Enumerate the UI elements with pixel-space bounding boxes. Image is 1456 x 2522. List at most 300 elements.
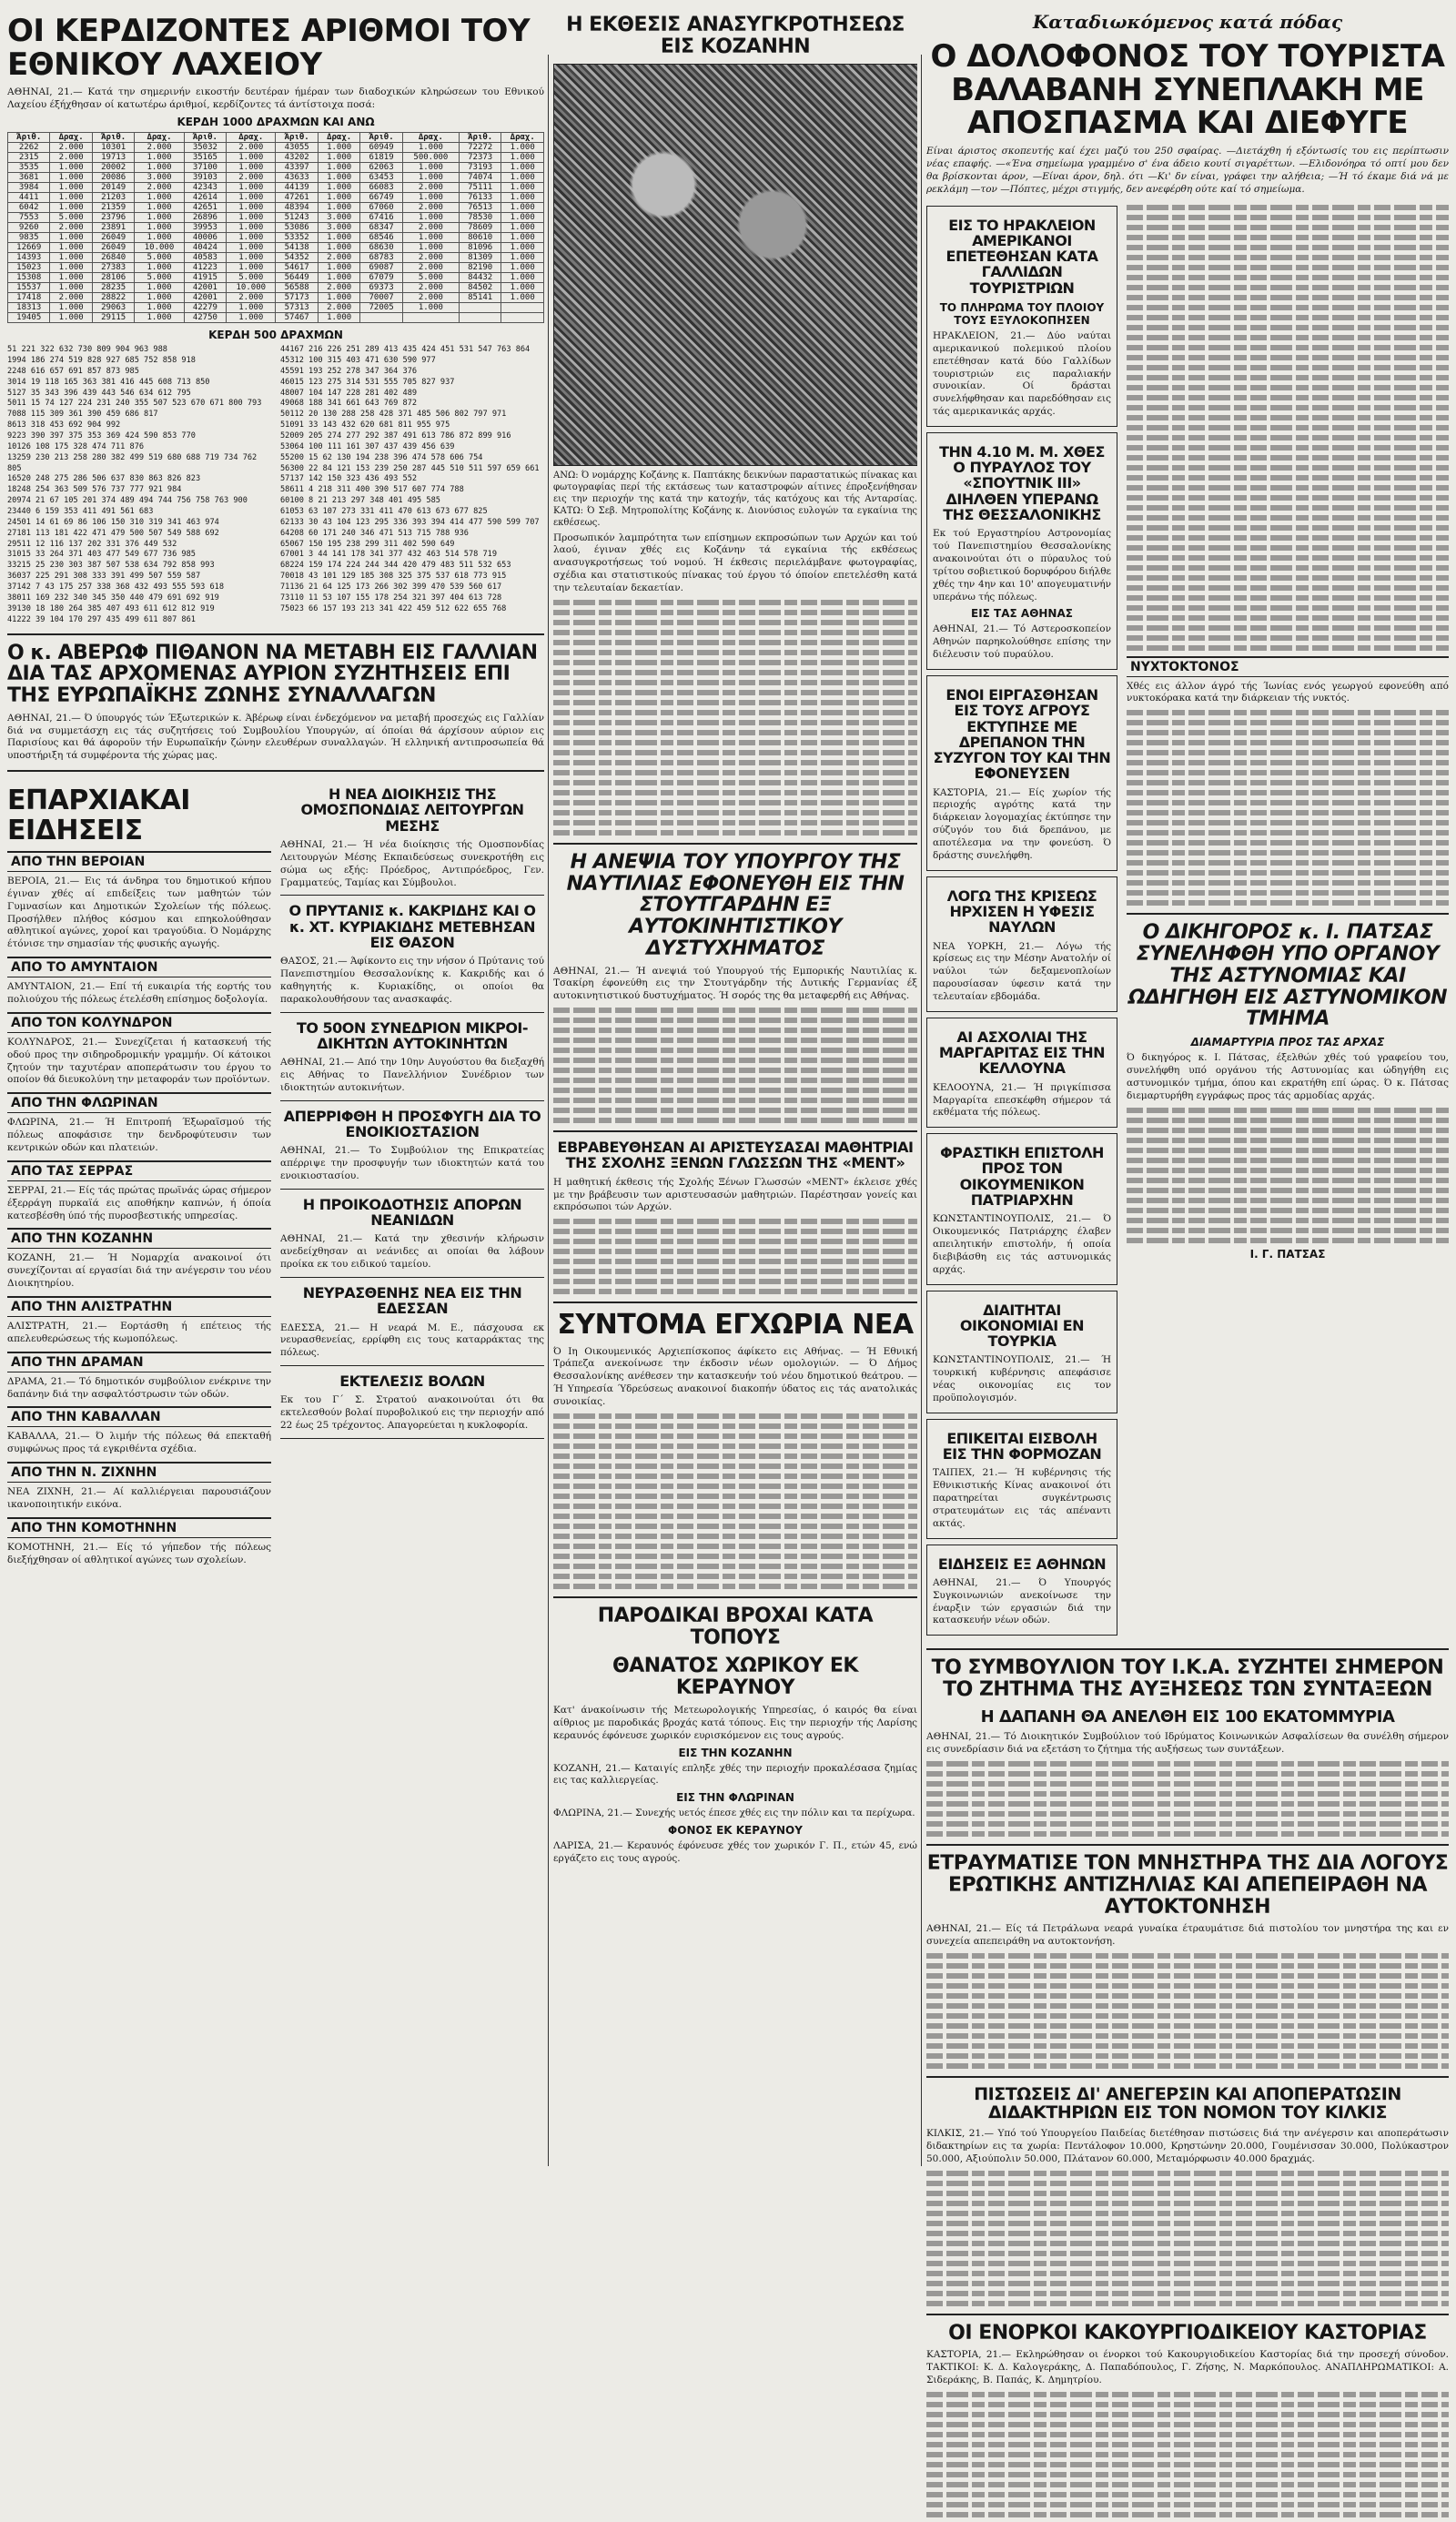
lottery-table-cell: 1.000 (318, 183, 359, 193)
lottery-table-cell: 2315 (8, 153, 50, 163)
lottery-table-cell: 1.000 (501, 273, 544, 283)
lottery-table-cell: 1.000 (402, 303, 459, 313)
patriarch-body: ΚΩΝΣΤΑΝΤΙΝΟΥΠΟΛΙΣ, 21.— Ό Οικουμενικός Πατριάρχης έλαβεν απειλητικήν επιστολήν, ή οποία διεβιβάσθη εις τάς αστυνομικάς αρχάς. (933, 1213, 1111, 1275)
lottery-table-cell: 1.000 (227, 203, 276, 213)
lottery-table-cell: 2.000 (50, 143, 92, 153)
lottery-table-row (8, 293, 544, 303)
lottery-table-cell: 1.000 (135, 163, 184, 173)
lottery-table-cell: 1.000 (50, 313, 92, 323)
lottery-table-cell: 1.000 (318, 173, 359, 183)
lottery-table-row (8, 223, 544, 233)
mid-story-headline: ΝΕΥΡΑΣΘΕΝΗΣ ΝΕΑ ΕΙΣ ΤΗΝ ΕΔΕΣΣΑΝ (302, 1283, 522, 1318)
lottery-table-cell: 5.000 (135, 273, 184, 283)
lottery-subhead-500: ΚΕΡΔΗ 500 ΔΡΑΧΜΩΝ (208, 329, 343, 342)
lottery-table-cell: 1.000 (501, 203, 544, 213)
lottery-table-cell: 5.000 (402, 273, 459, 283)
lottery-table-cell: 1.000 (318, 273, 359, 283)
farmer-body: ΚΑΣΤΟΡΙΑ, 21.— Είς χωρίον τής περιοχής αγρότης κατά την διάρκειαν λογομαχίας έκτύπησε την σύζυγόν του διά δρεπάνου, με αποτέλεσμα να την φονεύση. Ό δράστης συνελήφθη. (933, 786, 1111, 861)
provincial-section-body: ΚΟΛΥΝΔΡΟΣ, 21.— Συνεχίζεται ή κατασκευή τής οδού προς την σιδηροδρομικήν γραμμήν. Οί κάτοικοι ζητούν την ταχυτέραν αποπεράτωσιν του έργου το οποίον θά διευκολύνη την μεταφοράν των προϊόντων. (7, 1036, 271, 1086)
ika-subhead: Η ΔΑΠΑΝΗ ΘΑ ΑΝΕΛΘΗ ΕΙΣ 100 ΕΚΑΤΟΜΜΥΡΙΑ (980, 1707, 1395, 1727)
lottery-table-cell: 4411 (8, 193, 50, 203)
lottery-table-cell: 1.000 (135, 223, 184, 233)
lottery-table-cell: 2.000 (402, 203, 459, 213)
lottery-table-cell: 2.000 (402, 253, 459, 263)
lottery-table-cell: 1.000 (135, 263, 184, 273)
athens-box-title: ΕΙΣ ΤΑΣ ΑΘΗΝΑΣ (971, 607, 1073, 621)
wounded-headline: ΕΤΡΑΥΜΑΤΙΣΕ ΤΟΝ ΜΝΗΣΤΗΡΑ ΤΗΣ ΔΙΑ ΛΟΓΟΥΣ ΕΡΩΤΙΚΗΣ ΑΝΤΙΖΗΛΙΑΣ ΚΑΙ ΑΠΕΠΕΙΡΑΘΗ ΝΑ ΑΥΤΟΚΤΟΝΗΣΗ (926, 1852, 1449, 1919)
athens-news-box (926, 1545, 1117, 1636)
lottery-table-cell: 1.000 (50, 253, 92, 263)
lottery-table-cell: 1.000 (50, 303, 92, 313)
lottery-table-cell: 42001 (184, 283, 226, 293)
lottery-table-cell: 7553 (8, 213, 50, 223)
lottery-table-cell: 1.000 (501, 283, 544, 293)
lottery-table-cell: 28822 (92, 293, 134, 303)
lottery-table-cell: 28235 (92, 283, 134, 293)
lottery-table-cell: 37100 (184, 163, 226, 173)
provincial-section-title: ΑΠΟ ΤΑΣ ΣΕΡΡΑΣ (7, 1160, 271, 1181)
exhibition-caption: ΑΝΩ: Ό νομάρχης Κοζάνης κ. Παπτάκης δεικνύων παραστατικώς πίνακας και φωτογραφίας περί τής εκτάσεως των καταστροφών αίτινες έπροξενήθησαν εις την περιοχήν της κατά την κατοχήν, τάς κατόχους και τής Ανταρσίας. ΚΑΤΩ: Ό Σεβ. Μητροπολίτης Κοζάνης κ. Διονύσιος ευλογών τα εγκαίνια της εκθέσεως. (553, 470, 917, 528)
lottery-table-cell: 76133 (459, 193, 500, 203)
column-rule (921, 55, 922, 2166)
lottery-500-line: 67001 3 44 141 178 341 377 432 463 514 578 719 (280, 550, 497, 560)
lottery-table-cell (459, 313, 500, 323)
lottery-table-cell: 2.000 (402, 183, 459, 193)
lottery-500-line: 9223 390 397 375 353 369 424 590 853 770 (7, 431, 196, 441)
turkey-box (926, 1291, 1117, 1413)
lottery-500-line: 61053 63 107 273 331 411 470 613 673 677 825 (280, 507, 488, 517)
rain-sub-title: ΦΟΝΟΣ ΕΚ ΚΕΡΑΥΝΟΥ (668, 1824, 803, 1838)
rain-sub-sections (553, 1747, 917, 1866)
lottery-table-cell: 1.000 (50, 163, 92, 173)
averoff-headline: Ο κ. ΑΒΕΡΩΦ ΠΙΘΑΝΟΝ ΝΑ ΜΕΤΑΒΗ ΕΙΣ ΓΑΛΛΙΑΝ ΔΙΑ ΤΑΣ ΑΡΧΟΜΕΝΑΣ ΑΥΡΙΟΝ ΣΥΖΗΤΗΣΕΙΣ ΕΠΙ ΤΗΣ ΕΥΡΩΠΑΪΚΗΣ ΖΩΝΗΣ ΣΥΝΑΛΛΑΓΩΝ (7, 641, 538, 707)
lottery-table-cell: 1.000 (501, 143, 544, 153)
lottery-table-cell: 1.000 (227, 183, 276, 193)
lottery-table-header: Δραχ. (501, 133, 544, 143)
wounded-continued (926, 1953, 1449, 2069)
lottery-500-line: 23440 6 159 353 411 491 561 683 (7, 507, 154, 517)
lottery-500-line: 58611 4 218 311 400 390 517 607 774 788 (280, 485, 464, 495)
heraklion-subhead: ΤΟ ΠΛΗΡΩΜΑ ΤΟΥ ΠΛΟΙΟΥ ΤΟΥΣ ΕΞΥΛΟΚΟΠΗΣΕΝ (939, 300, 1105, 327)
margarita-headline: ΑΙ ΑΣΧΟΛΙΑΙ ΤΗΣ ΜΑΡΓΑΡΙΤΑΣ ΕΙΣ ΤΗΝ ΚΕΛΛΟΥΝΑ (938, 1028, 1106, 1078)
lottery-500-line: 65067 150 195 238 299 311 402 590 649 (280, 539, 455, 549)
lottery-table-cell (360, 313, 402, 323)
provincial-section-title: ΑΠΟ ΤΗΝ ΔΡΑΜΑΝ (7, 1352, 271, 1372)
ika-continued (926, 1761, 1449, 1837)
provincial-section-body: ΚΟΜΟΤΗΝΗ, 21.— Είς τό γήπεδον τής πόλεως διεξήχθησαν οί αθλητικοί αγώνες των σχολείων. (7, 1541, 271, 1565)
lottery-table-cell: 1.000 (227, 243, 276, 253)
lottery-table-cell: 63453 (360, 173, 402, 183)
lottery-table-cell (501, 303, 544, 313)
provincial-section-title: ΑΠΟ ΤΗΝ ΚΟΜΟΤΗΝΗΝ (7, 1517, 271, 1538)
lottery-table-cell: 1.000 (135, 313, 184, 323)
lottery-table-cell: 1.000 (318, 193, 359, 203)
lottery-table-cell: 12669 (8, 243, 50, 253)
lottery-table-cell: 3.000 (318, 223, 359, 233)
lottery-table-cell: 68630 (360, 243, 402, 253)
short-news-continued (553, 1413, 917, 1589)
lottery-table-cell: 1.000 (318, 143, 359, 153)
lottery-table-row (8, 233, 544, 243)
ntk-body: Χθές εις άλλον άγρό τής Ίωνίας ενός γεωργού εφονεύθη από νυκτοκόρακα κατά την διάρκειαν τής νυκτός. (1127, 680, 1449, 704)
lottery-500-line: 48007 104 147 228 281 402 489 (280, 388, 418, 398)
lottery-500-line: 55200 15 62 130 194 238 396 474 578 606 754 (280, 452, 483, 462)
kastoria-headline: ΟΙ ΕΝΟΡΚΟΙ ΚΑΚΟΥΡΓΙΟΔΙΚΕΙΟΥ ΚΑΣΤΟΡΙΑΣ (948, 2321, 1427, 2345)
lottery-table-cell: 1.000 (227, 263, 276, 273)
provincial-sections (7, 851, 271, 1567)
lottery-500-line: 8613 318 453 692 904 992 (7, 420, 121, 430)
rain-body: Κατ' άνακοίνωσιν τής Μετεωρολογικής Υπηρεσίας, ό καιρός θα είναι αίθριος με παροδικάς βροχάς κατά τόπους. Εις την περιοχήν τής Λαρίσης κεραυνός έφόνευσε χωρικόν ευρισκόμενον εις τους αγρούς. (553, 1704, 917, 1741)
patsas-subhead: ΔΙΑΜΑΡΤΥΡΙΑ ΠΡΟΣ ΤΑΣ ΑΡΧΑΣ (1190, 1036, 1385, 1049)
sputnik-headline: ΤΗΝ 4.10 Μ. Μ. ΧΘΕΣ Ο ΠΥΡΑΥΛΟΣ ΤΟΥ «ΣΠΟΥΤΝΙΚ ΙΙΙ» ΔΙΗΛΘΕΝ ΥΠΕΡΑΝΩ ΤΗΣ ΘΕΣΣΑΛΟΝΙΚΗΣ (939, 442, 1105, 523)
lottery-table-cell: 78609 (459, 223, 500, 233)
lottery-500-line: 29511 12 116 137 202 331 376 449 532 (7, 539, 177, 549)
lottery-table-cell: 40006 (184, 233, 226, 243)
lottery-table-cell (459, 303, 500, 313)
ntk-title: ΝΥΧΤΟΚΤΟΝΟΣ (1127, 656, 1449, 677)
lottery-table-cell: 42614 (184, 193, 226, 203)
lottery-500-line: 45312 100 315 403 471 630 590 977 (280, 356, 436, 366)
lottery-table-cell: 1.000 (227, 163, 276, 173)
lottery-table-cell: 29063 (92, 303, 134, 313)
provincial-section-body: ΚΟΖΑΝΗ, 21.— Ή Νομαρχία ανακοινοί ότι συνεχίζονται αί εργασίαι διά την ανέγερσιν του νέου Διοικητηρίου. (7, 1252, 271, 1290)
nephew-body: ΑΘΗΝΑΙ, 21.— Ή ανεψιά τού Υπουργού τής Εμπορικής Ναυτιλίας κ. Τσακίρη έφονεύθη εις την Στουτγάρδην τής Δυτικής Γερμανίας έξ αυτοκινητιστικού δυστυχήματος. Ή σορός της θα μεταφερθή εις Αθήνας. (553, 965, 917, 1002)
athens-box-body: ΑΘΗΝΑΙ, 21.— Τό Αστεροσκοπείον Αθηνών παρηκολούθησε επίσης την διέλευσιν τού πυραύλου. (933, 623, 1111, 661)
lottery-table-cell: 68783 (360, 253, 402, 263)
lottery-table-cell: 69087 (360, 263, 402, 273)
ika-body: ΑΘΗΝΑΙ, 21.— Τό Διοικητικόν Συμβούλιον τού Ιδρύματος Κοινωνικών Ασφαλίσεων θα συνέλθη σήμερον εις συνεδρίασιν διά να εξετάση το ζήτημα τής αυξήσεως των συντάξεων. (926, 1731, 1449, 1756)
lottery-table-cell: 67079 (360, 273, 402, 283)
lottery-table-cell: 3984 (8, 183, 50, 193)
lottery-500-line: 24501 14 61 69 86 106 150 310 319 341 463 974 (7, 517, 219, 527)
lottery-table-cell: 15308 (8, 273, 50, 283)
lottery-table-cell: 19713 (92, 153, 134, 163)
lottery-table-cell: 48394 (276, 203, 318, 213)
mid-story-headline: Η ΝΕΑ ΔΙΟΙΚΗΣΙΣ ΤΗΣ ΟΜΟΣΠΟΝΔΙΑΣ ΛΕΙΤΟΥΡΓΩΝ ΜΕΣΗΣ (300, 785, 524, 835)
lottery-table-cell: 72005 (360, 303, 402, 313)
lottery-table-cell: 1.000 (227, 223, 276, 233)
lottery-table-cell: 57313 (276, 303, 318, 313)
lottery-table-cell: 1.000 (501, 163, 544, 173)
lottery-500-line: 18248 254 363 509 576 737 777 921 984 (7, 485, 182, 495)
lottery-table-cell: 14393 (8, 253, 50, 263)
provincial-section-body: ΝΕΑ ΖΙΧΝΗ, 21.— Αί καλλιέργειαι παρουσιάζουν ικανοποιητικήν εικόνα. (7, 1486, 271, 1511)
lottery-table-cell: 54617 (276, 263, 318, 273)
lottery-500-line: 10126 108 175 328 474 711 876 (7, 441, 145, 451)
lottery-table-cell: 85141 (459, 293, 500, 303)
provincial-section-title: ΑΠΟ ΤΗΝ Ν. ΖΙΧΝΗΝ (7, 1462, 271, 1483)
lottery-table-cell: 1.000 (135, 203, 184, 213)
rain-headline: ΠΑΡΟΔΙΚΑΙ ΒΡΟΧΑΙ ΚΑΤΑ ΤΟΠΟΥΣ (597, 1604, 874, 1649)
hunted-headline: Ο ΔΟΛΟΦΟΝΟΣ ΤΟΥ ΤΟΥΡΙΣΤΑ ΒΑΛΑΒΑΝΗ ΣΥΝΕΠΛΑΚΗ ΜΕ ΑΠΟΣΠΑΣΜΑ ΚΑΙ ΔΙΕΦΥΓΕ (930, 38, 1445, 142)
lottery-table-cell: 1.000 (318, 233, 359, 243)
provincial-section-body: ΣΕΡΡΑΙ, 21.— Είς τάς πρώτας πρωϊνάς ώρας σήμερον έξερράγη πυρκαϊά εις αποθήκην καπνών, ή όποία κατεσβέσθη ύπό τής πυροσβεστικής υπηρεσίας. (7, 1184, 271, 1221)
lottery-table-cell: 56449 (276, 273, 318, 283)
provincial-section-body: ΒΕΡΟΙΑ, 21.— Εις τά άνδηρα του δημοτικού κήπου έγιναν χθές αί επιδείξεις των μαθητών τών Γυμνασίων και Δημοτικών Σχολείων τής πόλεως. Προσήλθεν πλήθος κόσμου και επηκολούθησαν αθλητικοί αγώνες, χοροί και τραγούδια. Ό Νομάρχης έτόνισε την σημασίαν τής φυσικής αγωγής. (7, 875, 271, 950)
lottery-table-cell: 42279 (184, 303, 226, 313)
lottery-table-cell: 43055 (276, 143, 318, 153)
lottery-table-cell: 15537 (8, 283, 50, 293)
athens-news-body: ΑΘΗΝΑΙ, 21.— Ό Υπουργός Συγκοινωνιών ανεκοίνωσε την έναρξιν τών εργασιών διά την κατασκευήν νέων οδών. (933, 1576, 1111, 1626)
lottery-table-cell: 1.000 (402, 173, 459, 183)
lottery-table-cell: 10.000 (135, 243, 184, 253)
lottery-table-cell: 54352 (276, 253, 318, 263)
lottery-500-line: 37142 7 43 175 257 338 368 432 493 555 593 618 (7, 582, 224, 593)
kastoria-continued (926, 2392, 1449, 2517)
lottery-table-cell: 82190 (459, 263, 500, 273)
lottery-table-cell: 1.000 (501, 213, 544, 223)
lottery-table-row (8, 253, 544, 263)
lottery-table-cell: 1.000 (227, 313, 276, 323)
lottery-table-cell: 5.000 (50, 213, 92, 223)
lottery-500-line: 39130 18 180 264 385 407 493 611 612 812 919 (7, 603, 215, 613)
lottery-table-cell: 75111 (459, 183, 500, 193)
lottery-table-cell: 1.000 (402, 233, 459, 243)
lottery-table-cell: 26049 (92, 233, 134, 243)
lottery-table-cell: 1.000 (227, 213, 276, 223)
rain-sub-title: ΕΙΣ ΤΗΝ ΚΟΖΑΝΗΝ (678, 1746, 793, 1759)
lottery-table-cell: 1.000 (50, 283, 92, 293)
lottery-table-cell: 1.000 (135, 233, 184, 243)
lottery-500-line: 46015 123 275 314 531 555 705 827 937 (280, 377, 455, 387)
lottery-table-row (8, 173, 544, 183)
lottery-table-header: Άριθ. (276, 133, 318, 143)
lottery-table-cell: 62063 (360, 163, 402, 173)
lottery-500-line: 33215 25 230 303 387 507 538 634 792 858 993 (7, 561, 215, 571)
lottery-table-cell: 1.000 (318, 263, 359, 273)
lottery-table-cell: 1.000 (402, 163, 459, 173)
mid-story-headline: ΑΠΕΡΡΙΦΘΗ Η ΠΡΟΣΦΥΓΗ ΔΙΑ ΤΟ ΕΝΟΙΚΙΟΣΤΑΣΙΟΝ (283, 1107, 541, 1141)
lottery-table-cell: 1.000 (135, 153, 184, 163)
provincial-section-body: ΑΛΙΣΤΡΑΤΗ, 21.— Εορτάσθη ή επέτειος τής απελευθερώσεως τής κωμοπόλεως. (7, 1321, 271, 1344)
lottery-table-row (8, 313, 544, 323)
lottery-table-header: Δραχ. (318, 133, 359, 143)
lottery-500-line: 70018 43 101 129 185 308 325 375 537 618 773 915 (280, 572, 507, 582)
lottery-table-cell: 68546 (360, 233, 402, 243)
lottery-table-cell: 81096 (459, 243, 500, 253)
athens-news-headline: ΕΙΔΗΣΕΙΣ ΕΞ ΑΘΗΝΩΝ (937, 1555, 1107, 1573)
lottery-table-cell: 42651 (184, 203, 226, 213)
lottery-table-row (8, 153, 544, 163)
lottery-table-cell: 1.000 (227, 253, 276, 263)
lottery-lead: ΑΘΗΝΑΙ, 21.— Κατά την σημερινήν εικοστήν δευτέραν ήμέραν των διαδοχικών κληρώσεων του Εθνικού Λαχείου έξήχθησαν οί κατωτέρω άριθμοί, κερδίζοντες τά άντίστοιχα ποσά: (7, 86, 544, 111)
lottery-table-cell: 1.000 (227, 193, 276, 203)
mid-story-body: ΑΘΗΝΑΙ, 21.— Κατά την χθεσινήν κλήρωσιν ανεδείχθησαν αι νεάνιδες αι οποίαι θα λάβουν προίκα εκ του ειδικού ταμείου. (280, 1233, 544, 1271)
lottery-500-line: 45591 193 252 278 347 364 376 (280, 366, 418, 376)
lottery-table-cell: 69373 (360, 283, 402, 293)
lottery-table-header: Άριθ. (360, 133, 402, 143)
lottery-table-cell: 1.000 (50, 273, 92, 283)
lottery-table-cell: 57467 (276, 313, 318, 323)
mid-left-stories (280, 779, 544, 1570)
lottery-table-cell: 2.000 (50, 293, 92, 303)
kilkis-body: ΚΙΛΚΙΣ, 21.— Υπό τού Υπουργείου Παιδείας διετέθησαν πιστώσεις διά την ανέγερσιν και αποπεράτωσιν διδακτηρίων εις τα χωρία: Πεντάλοφον 10.000, Κρηστώνην 20.000, Γουμένισσαν 30.000, Πολύκαστρον 50.000, Αξιούπολιν 50.000, Πλάτανον 60.000, Μεταμόρφωσιν 40.000 δραχμάς. (926, 2128, 1449, 2164)
lottery-table-cell: 40583 (184, 253, 226, 263)
ship-crisis-headline: ΛΟΓΩ ΤΗΣ ΚΡΙΣΕΩΣ ΗΡΧΙΣΕΝ Η ΥΦΕΣΙΣ ΝΑΥΛΩΝ (946, 886, 1097, 937)
mid-story-headline: ΤΟ 50ΟΝ ΣΥΝΕΔΡΙΟΝ ΜΙΚΡΟΙ-ΔΙΚΗΤΩΝ ΑΥΤΟΚΙΝΗΤΩΝ (296, 1018, 529, 1052)
lottery-table-cell: 73193 (459, 163, 500, 173)
lottery-table-cell: 1.000 (501, 153, 544, 163)
lottery-table-cell: 1.000 (50, 233, 92, 243)
lottery-table-row (8, 273, 544, 283)
lottery-500-line: 53064 100 111 161 307 437 439 456 639 (280, 441, 455, 451)
mid-story-headline: Ο ΠΡΥΤΑΝΙΣ κ. ΚΑΚΡΙΔΗΣ ΚΑΙ Ο κ. ΧΤ. ΚΥΡΙΑΚΙΔΗΣ ΜΕΤΕΒΗΣΑΝ ΕΙΣ ΘΑΣΟΝ (288, 902, 536, 951)
lottery-table-cell: 1.000 (501, 223, 544, 233)
lottery-table-cell: 1.000 (50, 183, 92, 193)
lottery-500-line: 73110 11 53 107 155 178 254 321 397 404 613 728 (280, 593, 502, 603)
lottery-table-cell: 2.000 (135, 183, 184, 193)
mid-story-headline: ΕΚΤΕΛΕΣΙΣ ΒΟΛΩΝ (339, 1372, 485, 1391)
lottery-table-cell: 1.000 (318, 163, 359, 173)
lottery-table-cell: 500.000 (402, 153, 459, 163)
turkey-body: ΚΩΝΣΤΑΝΤΙΝΟΥΠΟΛΙΣ, 21.— Ή τουρκική κυβέρνησις απεφάσισε νέας οικονομίας εις τον προϋπολογισμόν. (933, 1354, 1111, 1403)
lottery-table-cell: 20086 (92, 173, 134, 183)
lottery-table-cell: 2.000 (402, 293, 459, 303)
lottery-table-cell: 47261 (276, 193, 318, 203)
farmer-box (926, 675, 1117, 871)
mid-story-body: ΑΘΗΝΑΙ, 21.— Από την 10ην Αυγούστου θα διεξαχθή εις Αθήνας το Πανελλήνιον Συνέδριον των ιδιοκτητών αυτοκινήτων. (280, 1057, 544, 1093)
mid-story-body: Εκ του Γ΄ Σ. Στρατού ανακοινούται ότι θα εκτελεσθούν βολαί πυροβολικού εις την περιοχήν από 22 έως 25 τρέχοντος. Απαγορεύεται η κυκλοφορία. (280, 1394, 544, 1432)
lottery-table-cell: 54138 (276, 243, 318, 253)
right-upper (926, 200, 1449, 1642)
lottery-500-lists (7, 345, 544, 625)
lottery-table-cell: 23891 (92, 223, 134, 233)
lottery-table-cell: 3.000 (135, 173, 184, 183)
lottery-table-cell: 80610 (459, 233, 500, 243)
heraklion-body: ΗΡΑΚΛΕΙΟΝ, 21.— Δύο ναύται αμερικανικού πολεμικού πλοίου επετέθησαν κατά δύο Γαλλίδων τουριστριών εις παραλιακήν συνοικίαν. Οί δράσται συνελήφθησαν και παρεδόθησαν εις τάς αμερικανικάς αρχάς. (933, 329, 1111, 418)
lottery-table-cell: 53086 (276, 223, 318, 233)
lottery-table-cell: 1.000 (50, 263, 92, 273)
provincial-section-body: ΑΜΥΝΤΑΙΟΝ, 21.— Επί τή ευκαιρία τής εορτής του πολιούχου τής πόλεως έτελέσθη επίσημος δοξολογία. (7, 981, 271, 1005)
lottery-table-cell: 35032 (184, 143, 226, 153)
ment-continued (553, 1219, 917, 1294)
lottery-table-cell: 42343 (184, 183, 226, 193)
lottery-500-line: 71136 21 64 125 173 266 302 399 470 539 560 617 (280, 582, 502, 593)
provincial-section-body: ΚΑΒΑΛΛΑ, 21.— Ό λιμήν τής πόλεως θά επεκταθή συμφώνως προς τά εγκριθέντα σχέδια. (7, 1431, 271, 1455)
lottery-table-row (8, 143, 544, 153)
lottery-table-cell: 2.000 (402, 283, 459, 293)
nephew-continued (553, 1008, 917, 1123)
lottery-table-cell: 40424 (184, 243, 226, 253)
lottery-500-line: 50112 20 130 288 258 428 371 485 506 802 797 971 (280, 410, 507, 420)
lottery-table-cell: 1.000 (501, 263, 544, 273)
formosa-box (926, 1419, 1117, 1539)
lottery-table-cell: 72373 (459, 153, 500, 163)
lottery-table-cell: 1.000 (318, 203, 359, 213)
lottery-table-cell: 2.000 (227, 143, 276, 153)
lottery-table-cell: 3535 (8, 163, 50, 173)
lottery-table-cell (501, 313, 544, 323)
lottery-table-cell: 53352 (276, 233, 318, 243)
farmer-headline: ΕΝΟΙ ΕΙΡΓΑΣΘΗΣΑΝ ΕΙΣ ΤΟΥΣ ΑΓΡΟΥΣ ΕΚΤΥΠΗΣΕ ΜΕ ΔΡΕΠΑΝΟΝ ΤΗΝ ΣΥΖΥΓΟΝ ΤΟΥ ΚΑΙ ΤΗΝ ΕΦΟΝΕΥΣΕΝ (933, 686, 1111, 783)
short-news-headline: ΣΥΝΤΟΜΑ ΕΓΧΩΡΙΑ ΝΕΑ (557, 1309, 914, 1342)
ship-crisis-body: ΝΕΑ ΥΟΡΚΗ, 21.— Λόγω τής κρίσεως εις την Μέσην Ανατολήν οί ναύλοι τών δεξαμενοπλοίων παρουσίασαν ύφεσιν κατά την τελευταίαν εβδομάδα. (933, 940, 1111, 1002)
lottery-500-line: 56300 22 84 121 153 239 250 287 445 510 511 597 659 661 (280, 463, 540, 473)
provincial-section-title: ΑΠΟ ΤΗΝ ΒΕΡΟΙΑΝ (7, 851, 271, 872)
lottery-table (7, 132, 544, 323)
lottery-table-cell: 26896 (184, 213, 226, 223)
lottery-500-line: 68224 159 174 224 244 344 420 479 483 511 532 653 (280, 561, 511, 571)
patsas-body: Ό δικηγόρος κ. Ι. Πάτσας, έξελθών χθές τού γραφείου του, συνελήφθη υπό οργάνου τής Αστυνομίας και ώδηγήθη εις αστυνομικόν τμήμα, όπου και εκρατήθη επί ώρας. Ό κ. Πάτσας διεμαρτυρήθη εγγράφως προς τάς αρμοδίας αρχάς. (1127, 1052, 1449, 1101)
provincial-section-title: ΑΠΟ ΤΟ ΑΜΥΝΤΑΙΟΝ (7, 957, 271, 977)
lottery-500-line: 51 221 322 632 730 809 904 963 988 (7, 345, 167, 355)
rain-sub-body: ΛΑΡΙΣΑ, 21.— Κεραυνός έφόνευσε χθές τον χωρικόν Γ. Π., ετών 45, ενώ εργάζετο εις τους αγρούς. (553, 1840, 917, 1864)
lottery-table-header: Άριθ. (8, 133, 50, 143)
lottery-table-cell: 1.000 (227, 303, 276, 313)
lottery-table-cell: 1.000 (501, 253, 544, 263)
rain-sub-body: ΚΟΖΑΝΗ, 21.— Καταιγίς επληξε χθές την περιοχήν προκαλέσασα ζημίας εις τας καλλιεργείας. (553, 1762, 917, 1787)
lottery-500-line: 38011 169 232 340 345 350 440 479 691 692 919 (7, 593, 219, 603)
lottery-table-row (8, 213, 544, 223)
hunted-kicker: Καταδιωκόμενος κατά πόδας (1032, 11, 1343, 33)
ment-headline: ΕΒΡΑΒΕΥΘΗΣΑΝ ΑΙ ΑΡΙΣΤΕΥΣΑΣΑΙ ΜΑΘΗΤΡΙΑΙ ΤΗΣ ΣΧΟΛΗΣ ΞΕΝΩΝ ΓΛΩΣΣΩΝ ΤΗΣ «ΜΕΝΤ» (557, 1139, 914, 1172)
lottery-table-cell: 81309 (459, 253, 500, 263)
lottery-500-line: 41222 39 104 170 297 435 499 611 807 861 (7, 614, 196, 624)
lottery-500-line: 2248 616 657 691 857 873 985 (7, 366, 139, 376)
lottery-table-cell: 2.000 (50, 223, 92, 233)
mid-story-headline: Η ΠΡΟΙΚΟΔΟΤΗΣΙΣ ΑΠΟΡΩΝ ΝΕΑΝΙΔΩΝ (302, 1195, 522, 1230)
mid-story-body: ΘΑΣΟΣ, 21.— Άφίκοντο εις την νήσον ό Πρύτανις τού Πανεπιστημίου Θεσσαλονίκης κ. Κακριδής και ό καθηγητής κ. Κυριακίδης, οι οποίοι θα παρακολουθήσουν τας ανασκαφάς. (280, 956, 544, 1005)
lottery-500-line: 31015 33 264 371 403 477 549 677 736 985 (7, 550, 196, 560)
lottery-500-line: 20974 21 67 105 201 374 489 494 744 756 758 763 900 (7, 496, 248, 506)
provincial-banner: ΕΠΑΡΧΙΑΚΑΙ ΕΙΔΗΣΕΙΣ (7, 785, 190, 846)
lottery-table-cell: 1.000 (50, 173, 92, 183)
exhibition-photo (553, 64, 917, 466)
kilkis-headline: ΠΙΣΤΩΣΕΙΣ ΔΙ' ΑΝΕΓΕΡΣΙΝ ΚΑΙ ΑΠΟΠΕΡΑΤΩΣΙΝ ΔΙΔΑΚΤΗΡΙΩΝ ΕΙΣ ΤΟΝ ΝΟΜΟΝ ΤΟΥ ΚΙΛΚΙΣ (974, 2083, 1401, 2123)
lottery-table-cell: 21359 (92, 203, 134, 213)
lottery-table-cell: 6042 (8, 203, 50, 213)
lottery-500-line: 51091 33 143 432 620 681 811 955 975 (280, 420, 450, 430)
lottery-table-cell: 1.000 (50, 193, 92, 203)
lottery-headline: ΟΙ ΚΕΡΔΙΖΟΝΤΕΣ ΑΡΙΘΜΟΙ ΤΟΥ ΕΘΝΙΚΟΥ ΛΑΧΕΙΟΥ (7, 13, 531, 83)
lottery-table-cell: 19405 (8, 313, 50, 323)
provincial-and-mid (7, 779, 544, 1570)
lottery-table-row (8, 283, 544, 293)
lottery-table-cell: 2.000 (135, 143, 184, 153)
provincial-section-title: ΑΠΟ ΤΗΝ ΚΟΖΑΝΗΝ (7, 1228, 271, 1249)
right-column (926, 7, 1449, 2522)
patsas-signature: Ι. Γ. ΠΑΤΣΑΣ (1249, 1247, 1326, 1261)
ntk-continued (1127, 710, 1449, 906)
lottery-500-line: 36037 225 291 308 333 391 499 507 559 587 (7, 572, 201, 582)
lottery-table-cell: 43633 (276, 173, 318, 183)
lottery-table-cell: 5.000 (227, 273, 276, 283)
lottery-500-line: 3014 19 118 165 363 381 416 445 608 713 850 (7, 377, 210, 387)
lottery-table-row (8, 243, 544, 253)
lottery-table-cell: 1.000 (227, 153, 276, 163)
lottery-table-cell: 76513 (459, 203, 500, 213)
lottery-table-cell: 1.000 (402, 143, 459, 153)
lottery-table-row (8, 193, 544, 203)
lottery-table-cell: 2.000 (318, 303, 359, 313)
lottery-table-cell: 3.000 (318, 213, 359, 223)
lottery-table-cell: 1.000 (501, 233, 544, 243)
lottery-table-cell: 2.000 (402, 223, 459, 233)
formosa-headline: ΕΠΙΚΕΙΤΑΙ ΕΙΣΒΟΛΗ ΕΙΣ ΤΗΝ ΦΟΡΜΟΖΑΝ (942, 1429, 1102, 1464)
lottery-500-line: 60100 8 21 213 297 348 401 495 585 (280, 496, 440, 506)
lottery-table-cell: 1.000 (318, 313, 359, 323)
lottery-table-cell: 57173 (276, 293, 318, 303)
lottery-table-cell: 42750 (184, 313, 226, 323)
lottery-table-cell: 35165 (184, 153, 226, 163)
lottery-table-cell: 1.000 (501, 293, 544, 303)
ika-headline: ΤΟ ΣΥΜΒΟΥΛΙΟΝ ΤΟΥ Ι.Κ.Α. ΣΥΖΗΤΕΙ ΣΗΜΕΡΟΝ ΤΟ ΖΗΤΗΜΑ ΤΗΣ ΑΥΞΗΣΕΩΣ ΤΩΝ ΣΥΝΤΑΞΕΩΝ (931, 1656, 1444, 1702)
lottery-table-cell: 78530 (459, 213, 500, 223)
lottery-table-cell: 2.000 (402, 263, 459, 273)
lottery-table-cell: 9835 (8, 233, 50, 243)
lottery-table-cell: 68347 (360, 223, 402, 233)
patsas-headline: Ο ΔΙΚΗΓΟΡΟΣ κ. Ι. ΠΑΤΣΑΣ ΣΥΝΕΛΗΦΘΗ ΥΠΟ ΟΡΓΑΝΟΥ ΤΗΣ ΑΣΤΥΝΟΜΙΑΣ ΚΑΙ ΩΔΗΓΗΘΗ ΕΙΣ ΑΣΤΥΝΟΜΙΚΟΝ ΤΜΗΜΑ (1127, 921, 1448, 1031)
